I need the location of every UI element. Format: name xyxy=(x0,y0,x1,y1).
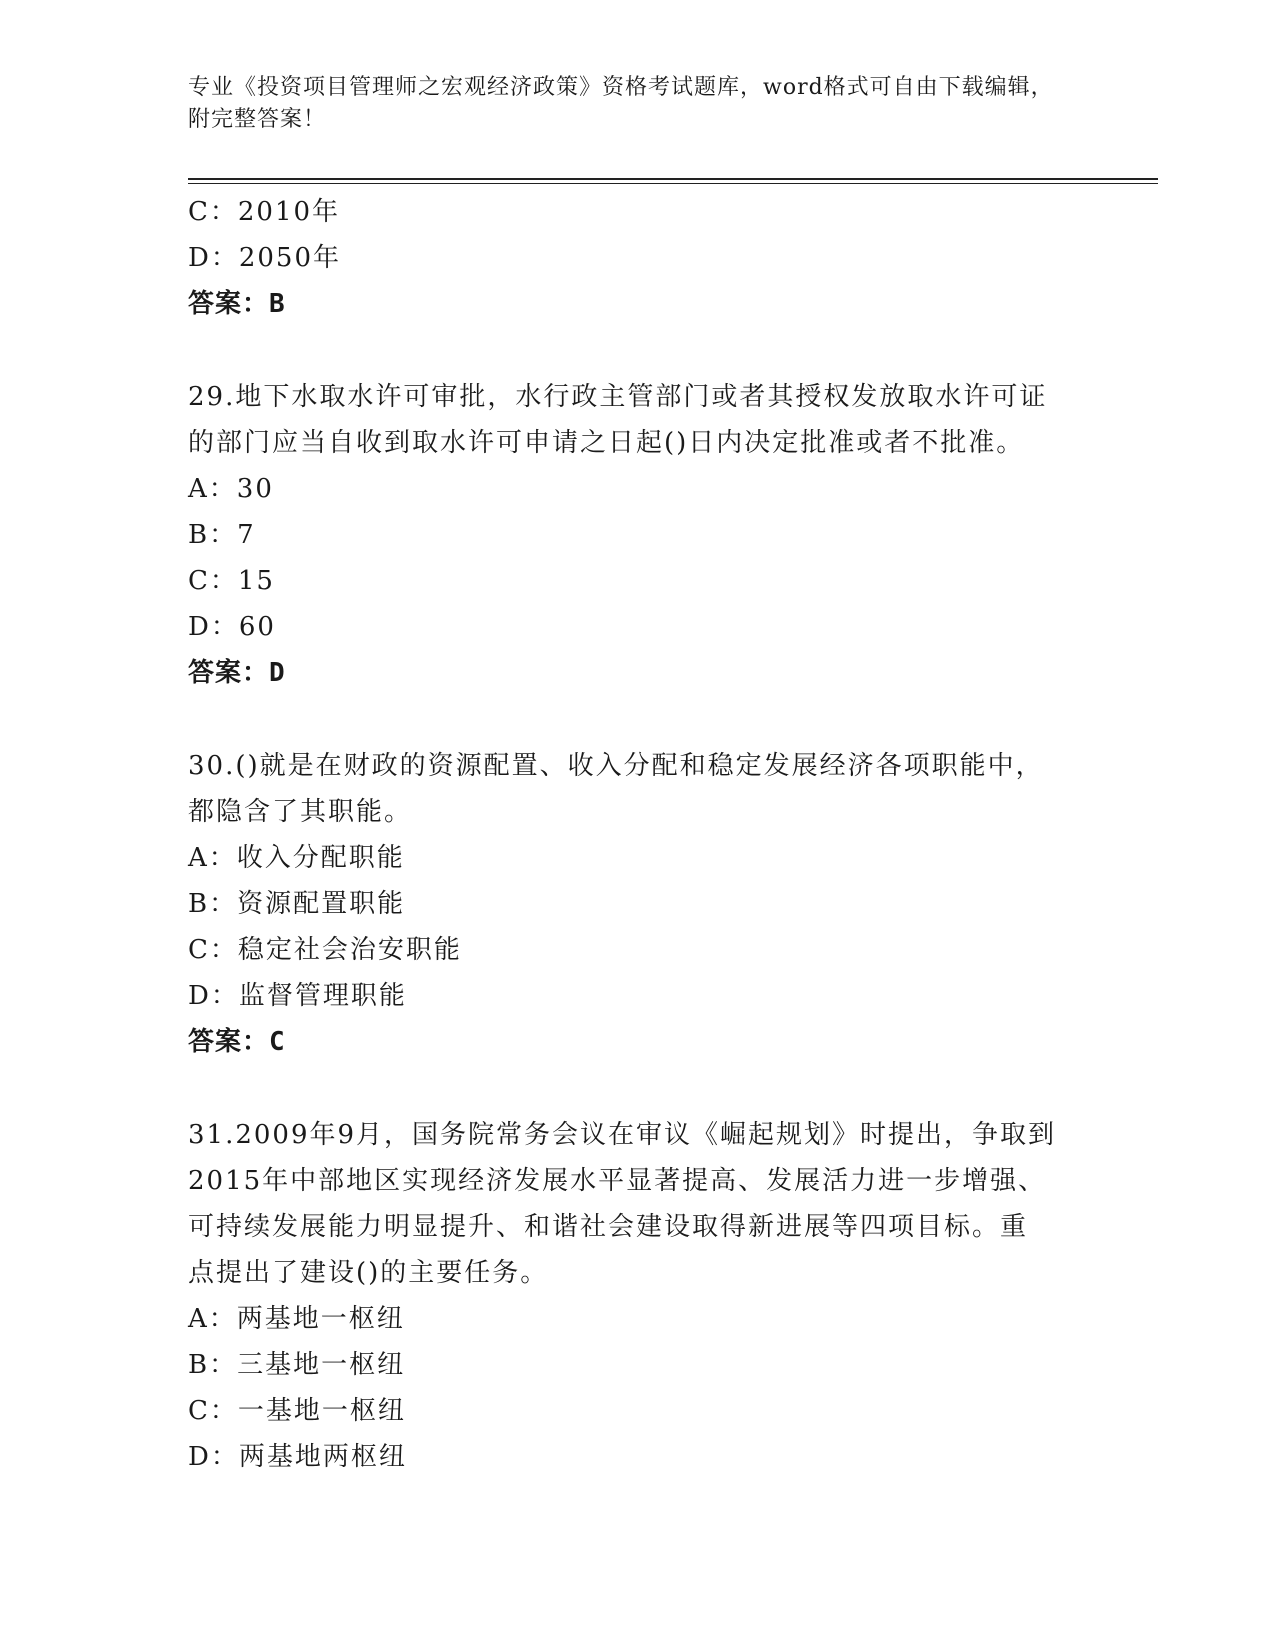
answer-line: 答案：D xyxy=(188,658,286,688)
option-b: B：7 xyxy=(188,520,256,550)
answer-line: 答案：B xyxy=(188,289,286,319)
question-stem-line: 点提出了建设()的主要任务。 xyxy=(188,1258,549,1288)
question-stem-line: 的部门应当自收到取水许可申请之日起()日内决定批准或者不批准。 xyxy=(188,428,1025,458)
question-29 xyxy=(188,374,1088,696)
question-content xyxy=(188,189,1088,1480)
question-31 xyxy=(188,1112,1088,1480)
question-gap xyxy=(188,327,1088,374)
question-stem-line: 可持续发展能力明显提升、和谐社会建设取得新进展等四项目标。重 xyxy=(188,1212,1029,1242)
option-c: C：稳定社会治安职能 xyxy=(188,935,462,965)
option-a: A：收入分配职能 xyxy=(188,843,405,873)
question-stem-line: 31.2009年9月，国务院常务会议在审议《崛起规划》时提出，争取到 xyxy=(188,1120,1057,1150)
option-b: B：资源配置职能 xyxy=(188,889,406,919)
question-stem-line: 30.()就是在财政的资源配置、收入分配和稳定发展经济各项职能中， xyxy=(188,751,1044,781)
answer-line: 答案：C xyxy=(188,1027,286,1057)
question-30 xyxy=(188,743,1088,1065)
option-c: C：15 xyxy=(188,566,275,596)
option-c: C：2010年 xyxy=(188,197,341,227)
question-gap xyxy=(188,696,1088,743)
option-c: C：一基地一枢纽 xyxy=(188,1396,406,1426)
option-a: A：两基地一枢纽 xyxy=(188,1304,405,1334)
header-divider-thick xyxy=(188,178,1158,180)
option-d: D：监督管理职能 xyxy=(188,981,407,1011)
page-header: 专业《投资项目管理师之宏观经济政策》资格考试题库，word格式可自由下载编辑，附完整答案！ xyxy=(188,75,1054,132)
option-b: B：三基地一枢纽 xyxy=(188,1350,406,1380)
option-d: D：60 xyxy=(188,612,276,642)
prev-question-block xyxy=(188,189,1088,327)
option-d: D：两基地两枢纽 xyxy=(188,1442,407,1472)
question-stem-line: 都隐含了其职能。 xyxy=(188,797,413,827)
question-stem-line: 29.地下水取水许可审批，水行政主管部门或者其授权发放取水许可证 xyxy=(188,382,1048,412)
question-stem-line: 2015年中部地区实现经济发展水平显著提高、发展活力进一步增强、 xyxy=(188,1166,1047,1196)
option-a: A：30 xyxy=(188,474,274,504)
option-d: D：2050年 xyxy=(188,243,342,273)
header-divider-thin xyxy=(188,183,1158,184)
question-gap xyxy=(188,1065,1088,1112)
